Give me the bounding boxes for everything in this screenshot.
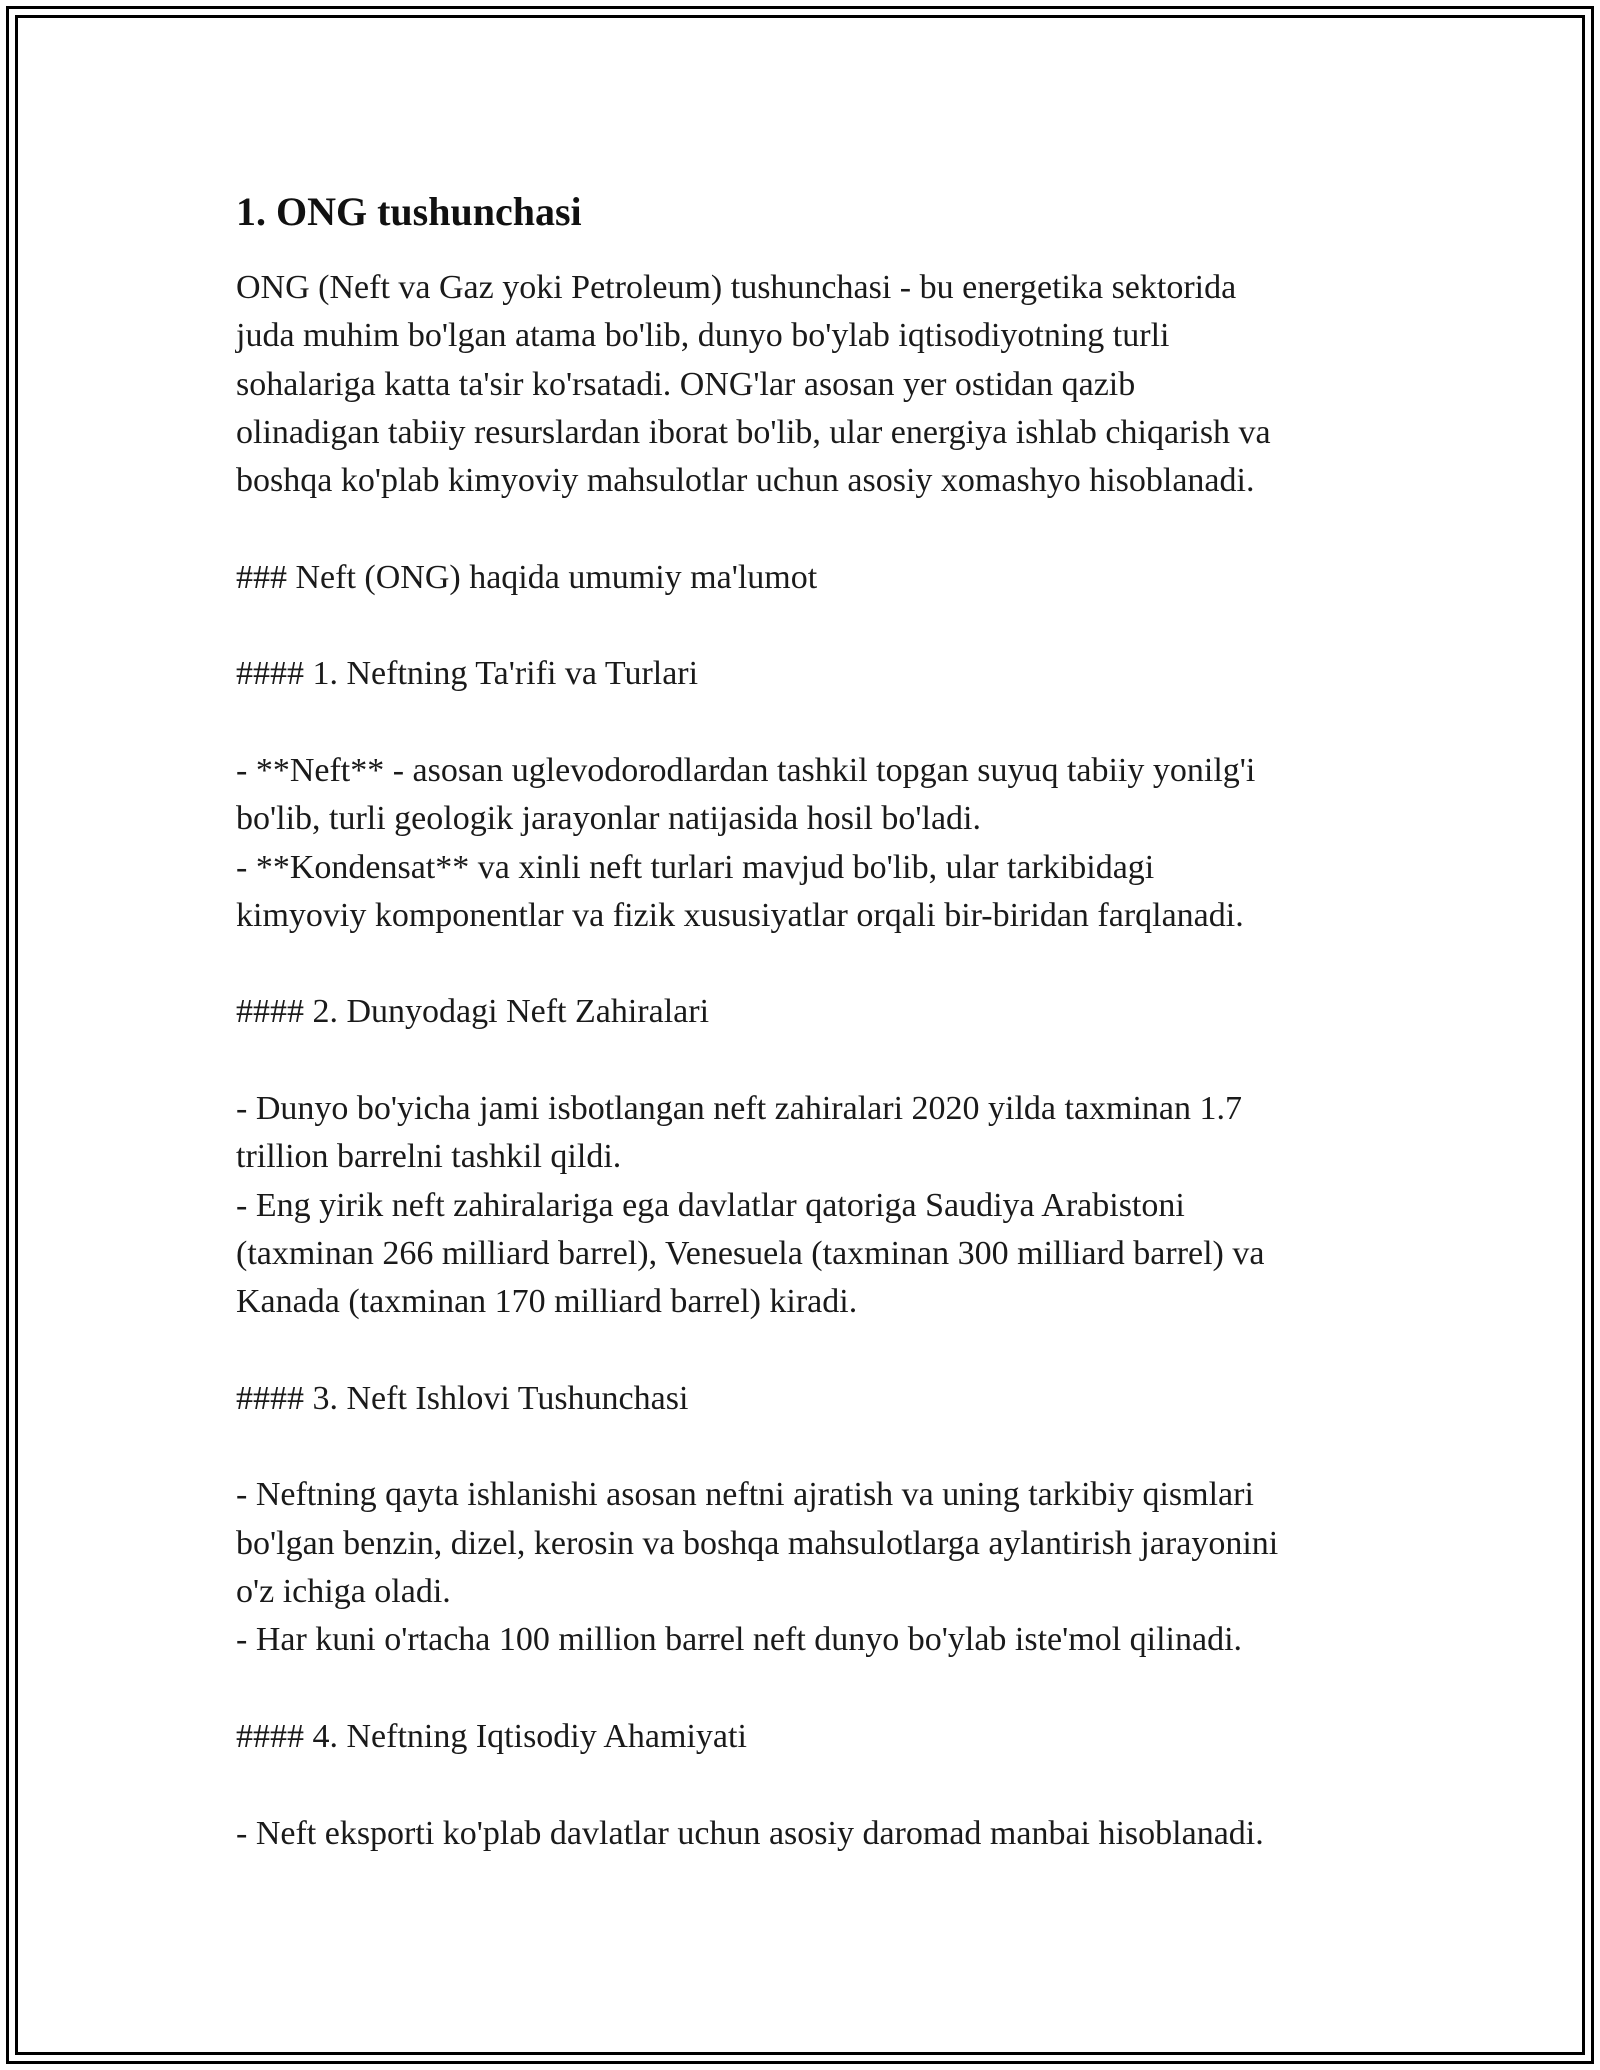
section-body-1: [236, 747, 1386, 940]
spacer: [236, 1665, 1386, 1713]
section-line: kimyoviy komponentlar va fizik xususiyatlar orqali bir-biridan farqlanadi.: [236, 896, 1244, 934]
spacer: [236, 1037, 1386, 1085]
document-title: 1. ONG tushunchasi: [236, 189, 582, 234]
section-body-4: [236, 1810, 1386, 1858]
spacer: [236, 1327, 1386, 1375]
document-body: [236, 186, 1386, 1858]
section-line: - **Kondensat** va xinli neft turlari mavjud bo'lib, ular tarkibidagi: [236, 848, 1155, 886]
section-body-3: [236, 1471, 1386, 1664]
section-line: - **Neft** - asosan uglevodorodlardan tashkil topgan suyuq tabiiy yonilg'i: [236, 751, 1256, 789]
intro-line: boshqa ko'plab kimyoviy mahsulotlar uchun asosiy xomashyo hisoblanadi.: [236, 462, 1255, 500]
section-line: bo'lib, turli geologik jarayonlar natijasida hosil bo'ladi.: [236, 800, 981, 838]
section-line: (taxminan 266 milliard barrel), Venesuela (taxminan 300 milliard barrel) va: [236, 1234, 1265, 1272]
spacer: [236, 602, 1386, 650]
section-line: - Eng yirik neft zahiralariga ega davlatlar qatoriga Saudiya Arabistoni: [236, 1186, 1185, 1224]
section-line: - Har kuni o'rtacha 100 million barrel neft dunyo bo'ylab iste'mol qilinadi.: [236, 1621, 1243, 1659]
section-body-2: [236, 1085, 1386, 1326]
spacer: [236, 1761, 1386, 1809]
section-line: o'z ichiga oladi.: [236, 1573, 451, 1611]
section-line: - Neft eksporti ko'plab davlatlar uchun asosiy daromad manbai hisoblanadi.: [236, 1814, 1264, 1852]
spacer: [236, 699, 1386, 747]
section-heading-2: #### 2. Dunyodagi Neft Zahiralari: [236, 993, 710, 1031]
section-heading-1: #### 1. Neftning Ta'rifi va Turlari: [236, 655, 699, 693]
section-line: - Dunyo bo'yicha jami isbotlangan neft zahiralari 2020 yilda taxminan 1.7: [236, 1090, 1243, 1128]
subheading: ### Neft (ONG) haqida umumiy ma'lumot: [236, 558, 818, 596]
intro-paragraph: [236, 264, 1386, 505]
section-heading-4: #### 4. Neftning Iqtisodiy Ahamiyati: [236, 1717, 747, 1755]
spacer: [236, 940, 1386, 988]
section-line: - Neftning qayta ishlanishi asosan neftni ajratish va uning tarkibiy qismlari: [236, 1476, 1254, 1514]
spacer: [236, 505, 1386, 553]
intro-line: sohalariga katta ta'sir ko'rsatadi. ONG'lar asosan yer ostidan qazib: [236, 365, 1136, 403]
section-line: Kanada (taxminan 170 milliard barrel) kiradi.: [236, 1283, 858, 1321]
section-heading-3: #### 3. Neft Ishlovi Tushunchasi: [236, 1379, 689, 1417]
intro-line: juda muhim bo'lgan atama bo'lib, dunyo bo'ylab iqtisodiyotning turli: [236, 317, 1170, 355]
section-line: bo'lgan benzin, dizel, kerosin va boshqa mahsulotlarga aylantirish jarayonini: [236, 1524, 1279, 1562]
spacer: [236, 1423, 1386, 1471]
intro-line: ONG (Neft va Gaz yoki Petroleum) tushunchasi - bu energetika sektorida: [236, 269, 1237, 306]
section-line: trillion barrelni tashkil qildi.: [236, 1138, 622, 1176]
intro-line: olinadigan tabiiy resurslardan iborat bo'lib, ular energiya ishlab chiqarish va: [236, 413, 1271, 451]
